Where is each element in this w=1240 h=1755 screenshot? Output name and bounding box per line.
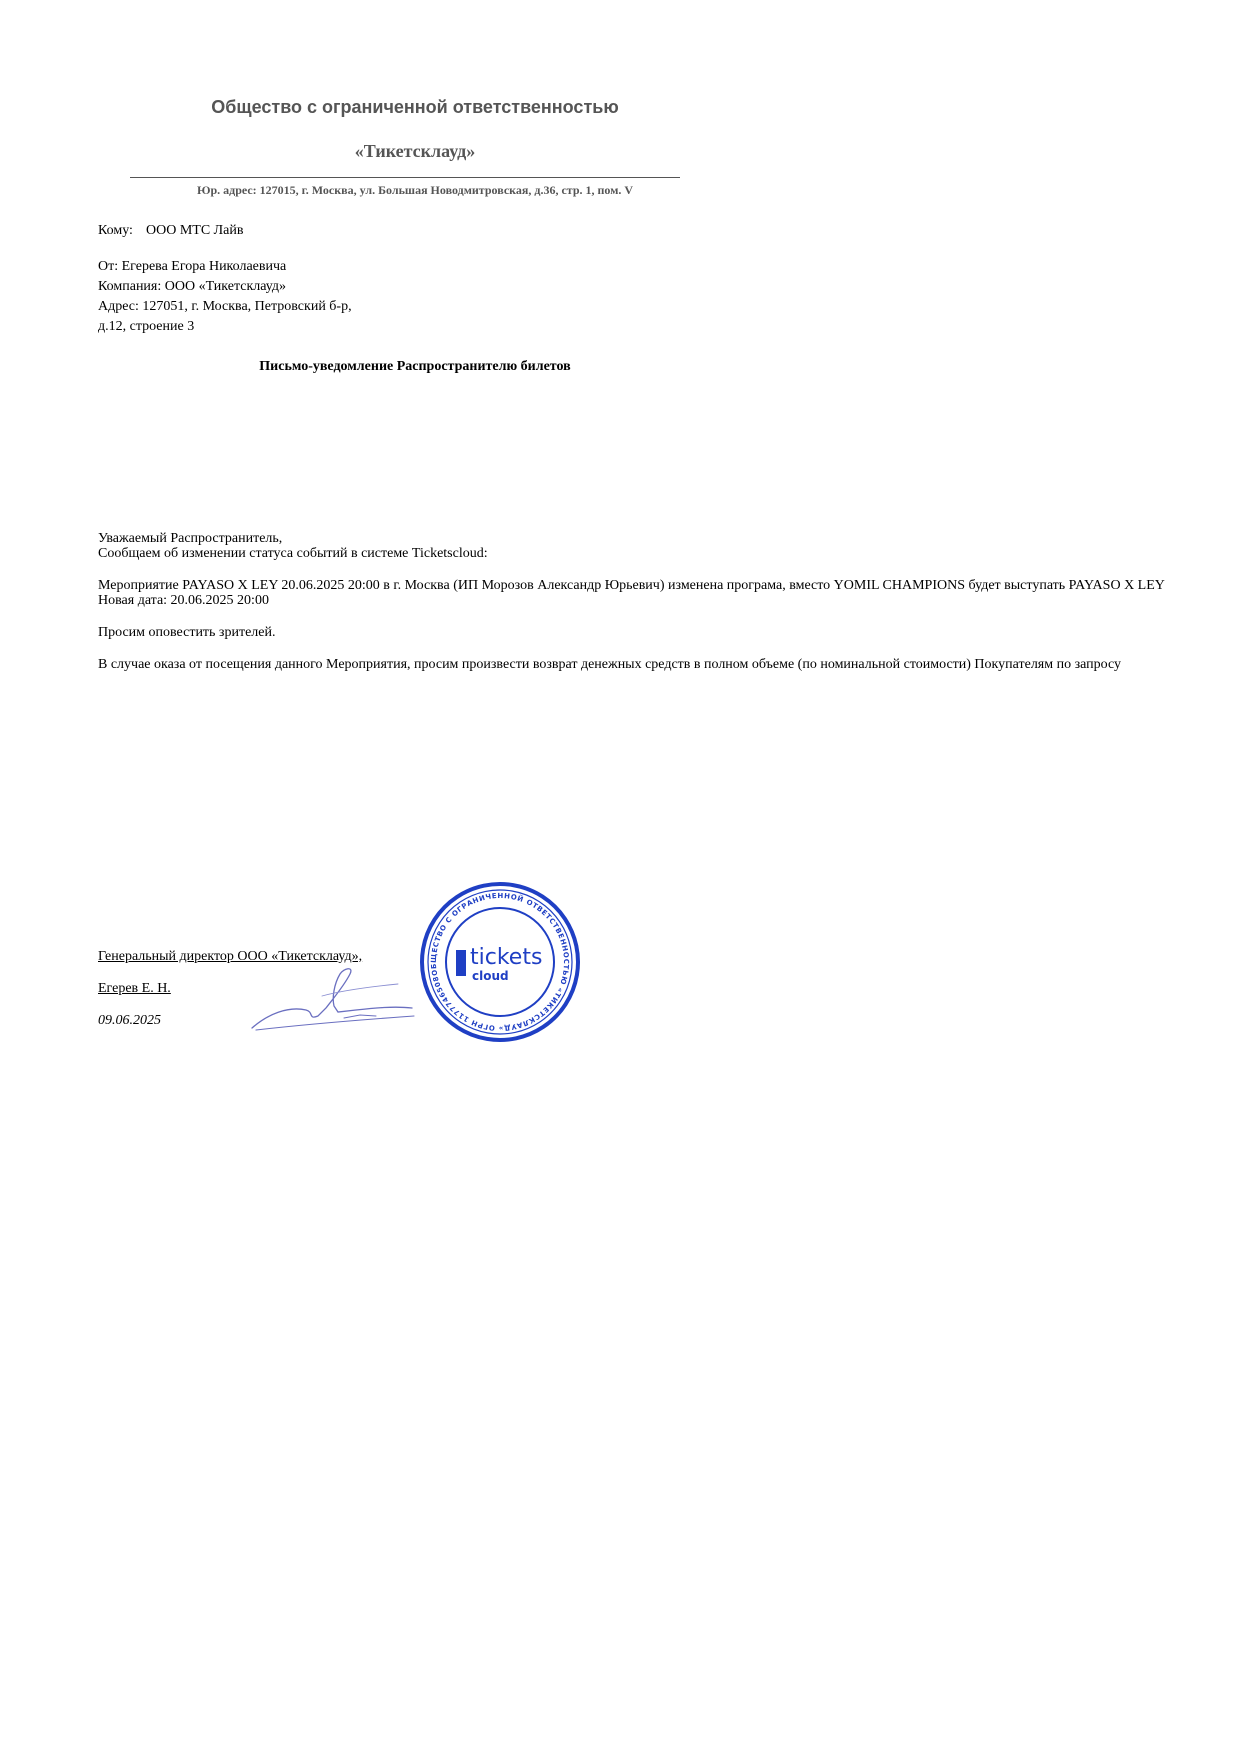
company-seal [418, 880, 582, 1044]
signature-image [248, 962, 418, 1034]
recipient-label: Кому: [98, 223, 133, 238]
seal-logo-sub: cloud [472, 969, 509, 983]
recipient-line [98, 222, 243, 239]
intro-text: Сообщаем об изменении статуса событий в системе Ticketscloud: [98, 546, 488, 561]
refund-text: В случае оказа от посещения данного Мероприятия, просим произвести возврат денежных средств в полном объеме (по номинальной стоимости) Покупателям по запросу [98, 657, 1122, 672]
signoff-name: Егерев Е. Н. [98, 981, 171, 996]
organization-name: «Тикетсклауд» [354, 141, 476, 161]
sender-company: Компания: ООО «Тикетсклауд» [98, 279, 286, 294]
notify-text: Просим оповестить зрителей. [98, 625, 276, 640]
event-change-text: Мероприятие PAYASO X LEY 20.06.2025 20:00 в г. Москва (ИП Морозов Александр Юрьевич) изменена програма, вместо YOMIL CHAMPIONS будет выступать PAYASO X LEY [98, 578, 1165, 593]
new-date-text: Новая дата: 20.06.2025 20:00 [98, 593, 269, 608]
seal-logo-bar-icon [456, 950, 466, 976]
organization-form: Общество с ограниченной ответственностью [211, 97, 619, 117]
signoff-date: 09.06.2025 [98, 1013, 161, 1028]
greeting: Уважаемый Распространитель, [98, 531, 283, 546]
header-divider [130, 177, 680, 178]
signoff-position: Генеральный директор ООО «Тикетсклауд», [98, 949, 363, 964]
sender-address-line2: д.12, строение 3 [98, 319, 195, 334]
sender-from: От: Егерева Егора Николаевича [98, 259, 287, 274]
letter-title: Письмо-уведомление Распространителю билетов [259, 359, 571, 374]
seal-ring-text: ОБЩЕСТВО С ОГРАНИЧЕННОЙ ОТВЕТСТВЕННОСТЬЮ «ТИКЕТСКЛАУД» ОГРН 1177746508499 [429, 891, 571, 1033]
legal-address: Юр. адрес: 127015, г. Москва, ул. Большая Новодмитровская, д.36, стр. 1, пом. V [196, 183, 634, 197]
sender-address-line1: Адрес: 127051, г. Москва, Петровский б-р, [98, 299, 352, 314]
seal-logo-main: tickets [470, 945, 543, 970]
recipient-value: ООО МТС Лайв [146, 223, 244, 238]
